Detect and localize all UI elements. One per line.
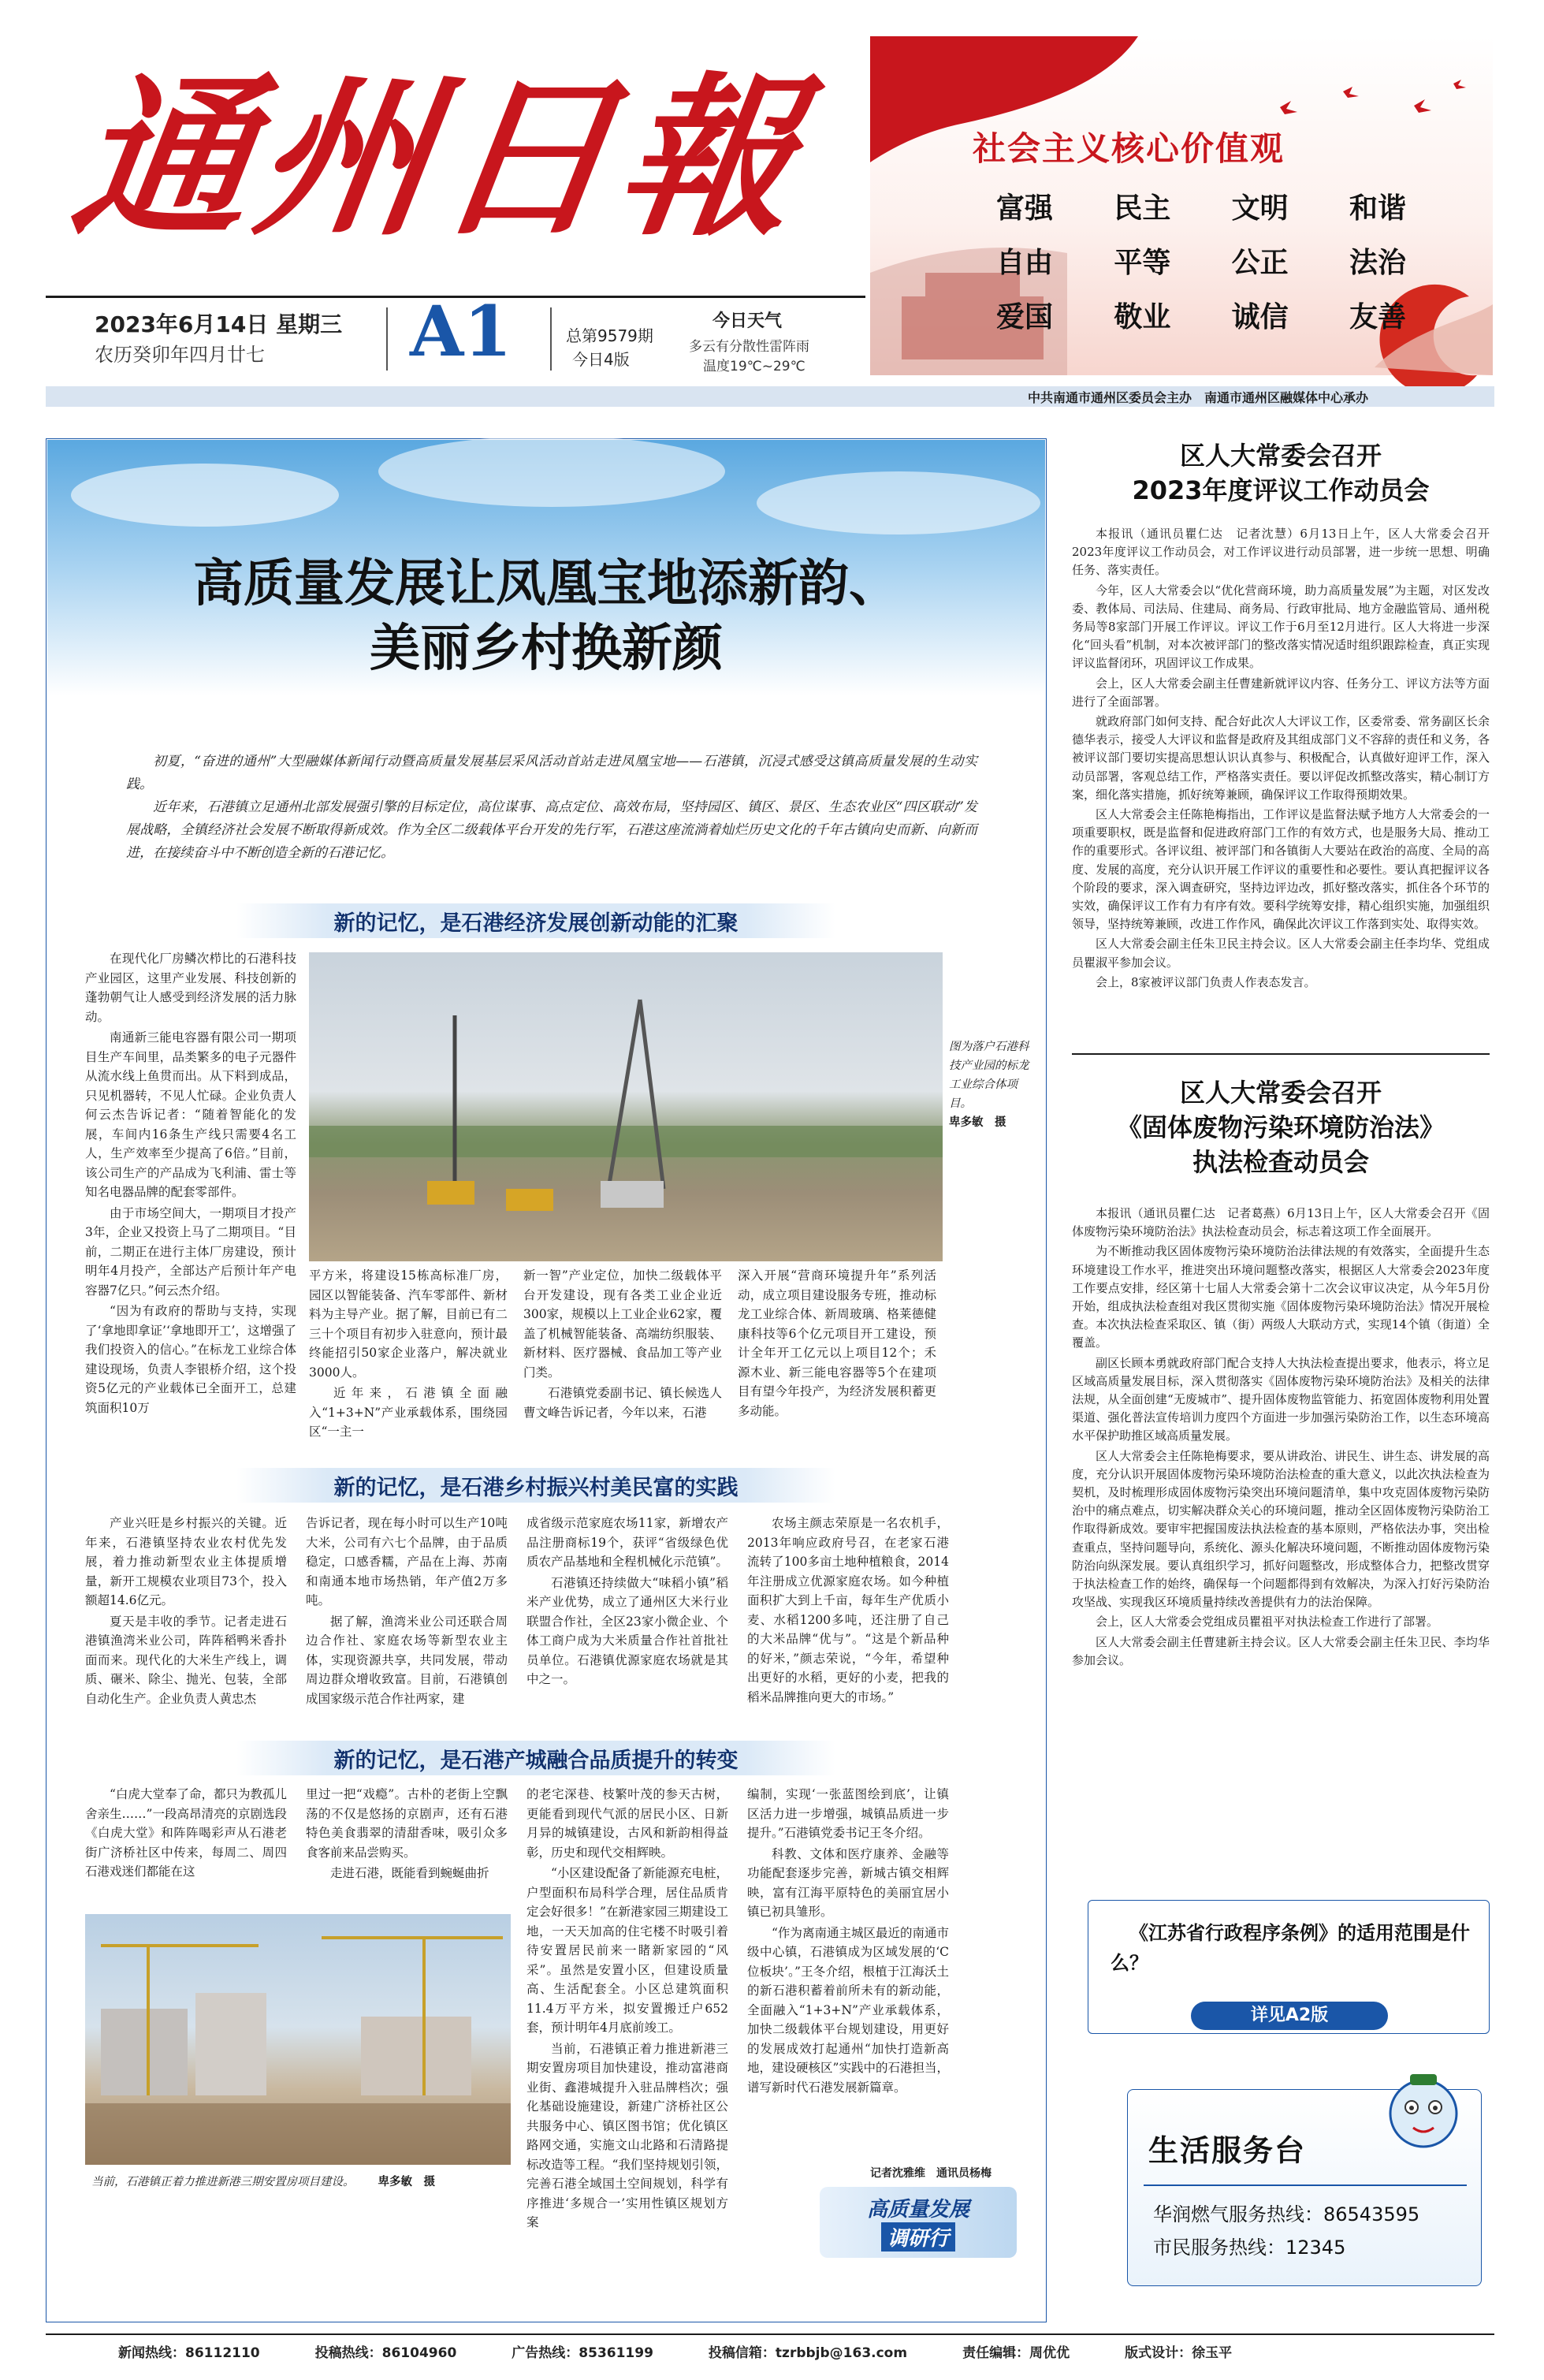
service-item-citizen: 市民服务热线：12345: [1153, 2237, 1346, 2259]
side-article-divider: [1072, 1053, 1490, 1055]
rural-column-1: 产业兴旺是乡村振兴的关键。近年来，石港镇坚持农业农村优先发展，着力推动新型农业主体提质增量，新开工规模农业项目73个，投入额超14.6亿元。 夏天是丰收的季节。记者走进石港镇渔湾米业公司，阵阵稻鸭米香扑面而来。现代化的大米生产线上，调质、碾米、除尘、抛光、包装，全部自动化生产。企业负责人黄忠杰: [85, 1516, 287, 1706]
urban-column-4: 编制，实现‘一张蓝图绘到底’，让镇区活力进一步增强，城镇品质进一步提升。”石港镇党委书记王冬介绍。 科教、文体和医疗康养、金融等功能配套逐步完善，新城古镇交相辉映，富有江海平原特色的美丽宜居小镇已初具雏形。 “作为离南通主城区最近的南通市级中心镇，石港镇成为区域发展的‘C位板块’。”王冬介绍，根植于江海沃土的新石港积蓄着前所未有的新动能，全面融入“1+3+N”产业承载体系，加快二级载体平台规划建设，用更好的发展成效打起通州“加快打造新高地，建设硬核区”实践中的石港担当，谱写新时代石港发展新篇章。: [747, 1787, 949, 2095]
footer-news-hotline: 新闻热线：86112110: [118, 2345, 260, 2361]
crane-illustration: [309, 952, 943, 1261]
banner-title: 社会主义核心价值观: [973, 129, 1285, 168]
promo-link[interactable]: 详见A2版: [1191, 2002, 1388, 2030]
values-row-3: 爱国 敬业 诚信 友善: [996, 301, 1406, 333]
urban-photo-caption: 当前，石港镇正着力推进新港三期安置房项目建设。 卑多敏 摄: [91, 2175, 435, 2188]
section-heading-economy: 新的记忆，是石港经济发展创新动能的汇聚: [236, 903, 835, 938]
masthead-divider-2: [550, 307, 552, 371]
lead-intro: 初夏，“奋进的通州”大型融媒体新闻行动暨高质量发展基层采风活动首站走进凤凰宝地——石港镇，沉浸式感受这镇高质量发展的生动实践。 近年来，石港镇立足通州北部发展强引擎的目标定位，高位谋事、高点定位、高效布局，坚持园区、镇区、景区、生态农业区“四区联动”发展战略，全镇经济社会发展不断取得新成效。作为全区二级载体平台开发的先行军，石港这座流淌着灿烂历史文化的千年古镇向史而新、向新而进，在接续奋斗中不断创造全新的石港记忆。: [126, 754, 977, 861]
urban-column-1: “白虎大堂奉了命，都只为教孤儿舍亲生……”一段高昂清亮的京剧选段《白虎大堂》和阵阵喝彩声从石港老街广济桥社区中传来，每周二、周四石港戏迷们都能在这: [85, 1787, 287, 1879]
service-divider: [1144, 2184, 1467, 2186]
lunar-date: 农历癸卯年四月廿七: [95, 344, 265, 366]
side-article-1-headline: 区人大常委会召开 2023年度评议工作动员会: [1132, 441, 1430, 505]
service-mascot-icon: [1380, 2066, 1467, 2161]
economy-mid-column-1: 平方米，将建设15栋高标准厂房，园区以智能装备、汽车零部件、新材料为主导产业。据了解，目前已有二三十个项目有初步入驻意向，预计最终能招引50家企业落户，解决就业3000人。 近年来，石港镇全面融入“1+3+N”产业承载体系，围绕园区“一主一: [309, 1268, 508, 1439]
rural-column-4: 农场主颜志荣原是一名农机手，2013年响应政府号召，在老家石港流转了100多亩土地种植粮食，2014年注册成立优源家庭农场。如今种植面积扩大到上千亩，每年生产优质小麦、水稻1200多吨，还注册了自己的大米品牌“优与”。“这是个新品种的好米，”颜志荣说，“今年，希望种出更好的水稻，更好的小麦，把我的稻米品牌推向更大的市场。”: [747, 1516, 949, 1704]
service-item-gas: 华润燃气服务热线：86543595: [1153, 2203, 1420, 2225]
housing-construction-photo: [85, 1914, 511, 2165]
economy-mid-column-3: 深入开展“营商环境提升年”系列活动，成立项目建设服务专班，推动标龙工业综合体、新周玻璃、格莱德健康科技等6个亿元项目开工建设，预计全年开工亿元以上项目12个；禾源木业、新三能电容器等5个在建项目有望今年投产，为经济发展积蓄更多动能。: [738, 1268, 936, 1418]
newspaper-logo: 通州日報: [62, 55, 817, 259]
section-heading-rural: 新的记忆，是石港乡村振兴村美民富的实践: [236, 1468, 835, 1503]
issue-date: 2023年6月14日 星期三: [95, 311, 343, 337]
side-article-2-body: 本报讯（通讯员瞿仁达 记者葛燕）6月13日上午，区人大常委会召开《固体废物污染环境防治法》执法检查动员会，标志着这项工作全面展开。 为不断推动我区固体废物污染环境防治法律法规的有效落实，全面提升生态环境建设工作水平，推进突出环境问题整改落实，根据区人大常委会2023年度工作要点安排，经区第十七届人大常委会第十二次会议审议决定，从今年5月份开始，组成执法检查组对我区贯彻实施《固体废物污染环境防治法》情况开展检查。本次执法检查采取区、镇（街）两级人大联动方式，实现14个镇（街道）全覆盖。 副区长顾本勇就政府部门配合支持人大执法检查提出要求，他表示，将立足区域高质量发展目标，深入贯彻落实《固体废物污染环境防治法》及相关的法律法规，从全面创建“无废城市”、提升固体废物监管能力、拓宽固体废物利用处置渠道、强化普法宣传培训力度四个方面进一步加强污染防治工作，以生态环境高水平保护助推区域高质量发展。 区人大常委会主任陈艳梅要求，要从讲政治、讲民生、讲生态、讲发展的高度，充分认识开展固体废物污染环境防治法检查的重大意义，以此次执法检查为契机，及时梳理形成固体废物污染突出环境问题清单，集中攻克固体废物污染防治中的痛点难点，切实解决群众关心的环境问题，推动全区固体废物污染防治工作取得新成效。要审牢把握国废法执法检查的基本原则，严格依法办事，突出检查重点，坚持问题导向，系统化、源头化解决环境问题，不断推动固体废物污染防治向纵深发展。要认真组织学习，抓好问题整改，形成整体合力，把整改贯穿于执法检查工作的始终，确保每一个问题都得到有效解决，为深入打好污染防治攻坚战、实现我区环境质量持续改善提供有力的法治保障。 会上，区人大常委会党组成员瞿祖平对执法检查工作进行了部署。 区人大常委会副主任曹建新主持会议。区人大常委会副主任朱卫民、李均华参加会议。: [1072, 1206, 1490, 1667]
promo-text: 《江苏省行政程序条例》的适用范围是什么？: [1111, 1922, 1470, 1974]
service-title: 生活服务台: [1148, 2133, 1307, 2168]
promo-box[interactable]: [1088, 1900, 1490, 2034]
footer-designer: 版式设计：徐玉平: [1125, 2345, 1233, 2361]
weather-desc: 多云有分散性雷阵雨: [689, 339, 809, 355]
side-article-1-body: 本报讯（通讯员瞿仁达 记者沈慧）6月13日上午，区人大常委会召开2023年度评议工作动员会，对工作评议进行动员部署，进一步统一思想、明确任务、落实责任。 今年，区人大常委会以“优化营商环境，助力高质量发展”为主题，对区发改委、教体局、司法局、住建局、商务局、行政审批局、地方金融监管局、通州税务局等8家部门开展工作评议。评议工作于6月至12月进行。区人大将进一步深化“回头看”机制，对本次被评部门的整改落实情况适时组织跟踪检查，真正实现评议监督闭环，巩固评议工作成果。 会上，区人大常委会副主任曹建新就评议内容、任务分工、评议方法等方面进行了全面部署。 就政府部门如何支持、配合好此次人大评议工作，区委常委、常务副区长余德华表示，接受人大评议和监督是政府及其组成部门义不容辞的责任和义务，各被评议部门要切实提高思想认识认真参与、积极配合，认真做好迎评工作，深入动员部署，客观总结工作，严格落实责任。要以评促改抓整改落实，精心制订方案，细化落实措施，抓好统筹兼顾，确保评议工作取得预期效果。 区人大常委会主任陈艳梅指出，工作评议是监督法赋予地方人大常委会的一项重要职权，既是监督和促进政府部门工作的有效方式，也是服务大局、推动工作的重要形式。各评议组、被评部门和各镇街人大要站在政治的高度、全局的高度、发展的高度，充分认识开展工作评议的重要性和必要性。要认真把握评议各个阶段的要求，深入调查研究，坚持边评边改，抓好整改落实，抓住各个环节的实效，确保评议工作有力有序有效。要科学统筹安排，精心组织实施，加强组织领导，坚持统筹兼顾，改进工作作风，确保此次评议工作落到实处、取得实效。 区人大常委会副主任朱卫民主持会议。区人大常委会副主任李均华、党组成员瞿淑平参加会议。 会上，8家被评议部门负责人作表态发言。: [1072, 527, 1490, 989]
economy-mid-column-2: 新一智”产业定位，加快二级载体平台开发建设，现有各类工业企业近300家，规模以上工业企业62家，覆盖了机械智能装备、高端纺织服装、新材料、医疗器械、食品加工等产业门类。 石港镇党委副书记、镇长候选人曹文峰告诉记者，今年以来，石港: [523, 1268, 722, 1420]
urban-column-3: 的老宅深巷、枝繁叶茂的参天古树，更能看到现代气派的居民小区、日新月异的城镇建设，古风和新韵相得益彰，历史和现代交相辉映。 “小区建设配备了新能源充电桩，户型面积布局科学合理，居住品质肯定会好很多！”在新港家园三期建设工地，一天天加高的住宅楼不时吸引着待安置居民前来一睹新家园的“风采”。虽然是安置小区，但建设质量高、生活配套全。小区总建筑面积11.4万平方米，拟安置搬迁户652套，预计明年4月底前竣工。 当前，石港镇正着力推进新港三期安置房项目加快建设，推动富港商业街、鑫港城提升入驻品牌档次；强化基础设施建设，新建广济桥社区公共服务中心、镇区图书馆；优化镇区路网交通，实施文山北路和石清路提标改造等工程。“我们坚持规划引领，完善石港全域国土空间规划，科学有序推进‘多规合一’实用性镇区规划方案: [526, 1787, 728, 2229]
weather-title: 今日天气: [712, 311, 783, 331]
footer-submit-hotline: 投稿热线：86104960: [314, 2345, 457, 2361]
issue-number: 总第9579期: [566, 326, 653, 345]
building-illustration: [85, 1914, 511, 2165]
footer-editor: 责任编辑：周优优: [962, 2345, 1070, 2361]
urban-byline: 记者沈雅维 通讯员杨梅: [870, 2167, 992, 2180]
footer: [118, 2341, 1458, 2365]
economy-photo-caption: 图为落户石港科技产业园的标龙工业综合体项目。 卑多敏 摄: [949, 1041, 1029, 1129]
values-row-1: 富强 民主 文明 和谐: [996, 192, 1406, 225]
values-row-2: 自由 平等 公正 法治: [996, 247, 1406, 279]
urban-column-2: 里过一把“戏瘾”。古朴的老街上空飘荡的不仅是悠扬的京剧声，还有石港特色美食翡翠的清甜香味，吸引众多食客前来品尝购买。 走进石港，既能看到蜿蜒曲折: [306, 1787, 508, 1880]
masthead-divider: [386, 307, 388, 371]
lead-headline: 高质量发展让凤凰宝地添新韵、 美丽乡村换新颜: [193, 555, 899, 678]
banner-values: [996, 186, 1406, 335]
research-badge: 高质量发展 调研行: [820, 2187, 1017, 2258]
rural-column-3: 成省级示范家庭农场11家，新增农产品注册商标19个，获评“省级绿色优质农产品基地和全程机械化示范镇”。 石港镇还持续做大“味稻小镇”稻米产业优势，成立了通州区大米行业联盟合作社，全区23家小微企业、个体工商户成为大米质量合作社首批社员单位。石港镇优源家庭农场就是其中之一。: [526, 1516, 728, 1686]
side-article-2-headline: 区人大常委会召开 《固体废物污染环境防治法》 执法检查动员会: [1116, 1078, 1445, 1177]
page-number: A1: [410, 290, 512, 372]
footer-email: 投稿信箱：tzrbbjb@163.com: [708, 2345, 908, 2361]
weather-temp: 温度19℃~29℃: [703, 359, 805, 374]
rural-column-2: 告诉记者，现在每小时可以生产10吨大米，公司有六七个品牌，由于品质稳定，口感香糯，产品在上海、苏南和南通本地市场热销，年产值2万多吨。 据了解，渔湾米业公司还联合周边合作社、家庭农场等新型农业主体，实现资源共享，共同发展，带动周边群众增收致富。目前，石港镇创成国家级示范合作社两家，建: [306, 1516, 508, 1706]
economy-left-column: 在现代化厂房鳞次栉比的石港科技产业园区，这里产业发展、科技创新的蓬勃朝气让人感受到经济发展的活力脉动。 南通新三能电容器有限公司一期项目生产车间里，品类繁多的电子元器件从流水线上鱼贯而出。从下料到成品，只见机器转，不见人忙碌。企业负责人何云杰告诉记者：“随着智能化的发展，车间内16条生产线只需要4名工人，生产效率至少提高了6倍。”目前，该公司生产的产品成为飞利浦、雷士等知名电器品牌的配套零部件。 由于市场空间大，一期项目才投产3年，企业又投资上马了二期项目。“目前，二期正在进行主体厂房建设，预计明年4月投产，全部达产后预计年产电容器7亿只。”何云杰介绍。 “因为有政府的帮助与支持，实现了‘拿地即拿证’‘拿地即开工’，这增强了我们投资入的信心。”在标龙工业综合体建设现场，负责人李银桥介绍，这个投资5亿元的产业载体已全面开工，总建筑面积10万: [85, 952, 296, 1415]
section-heading-urban: 新的记忆，是石港产城融合品质提升的转变: [236, 1741, 835, 1775]
page-count: 今日4版: [572, 350, 630, 369]
footer-ad-hotline: 广告热线：85361199: [512, 2345, 653, 2361]
footer-bar: [46, 2333, 1494, 2335]
sponsor-strip: 中共南通市通州区委员会主办 南通市通州区融媒体中心承办: [46, 386, 1494, 407]
core-values-banner: [870, 36, 1493, 375]
masthead: [46, 24, 865, 374]
service-box: [1127, 2089, 1482, 2286]
construction-site-photo: [309, 952, 943, 1261]
